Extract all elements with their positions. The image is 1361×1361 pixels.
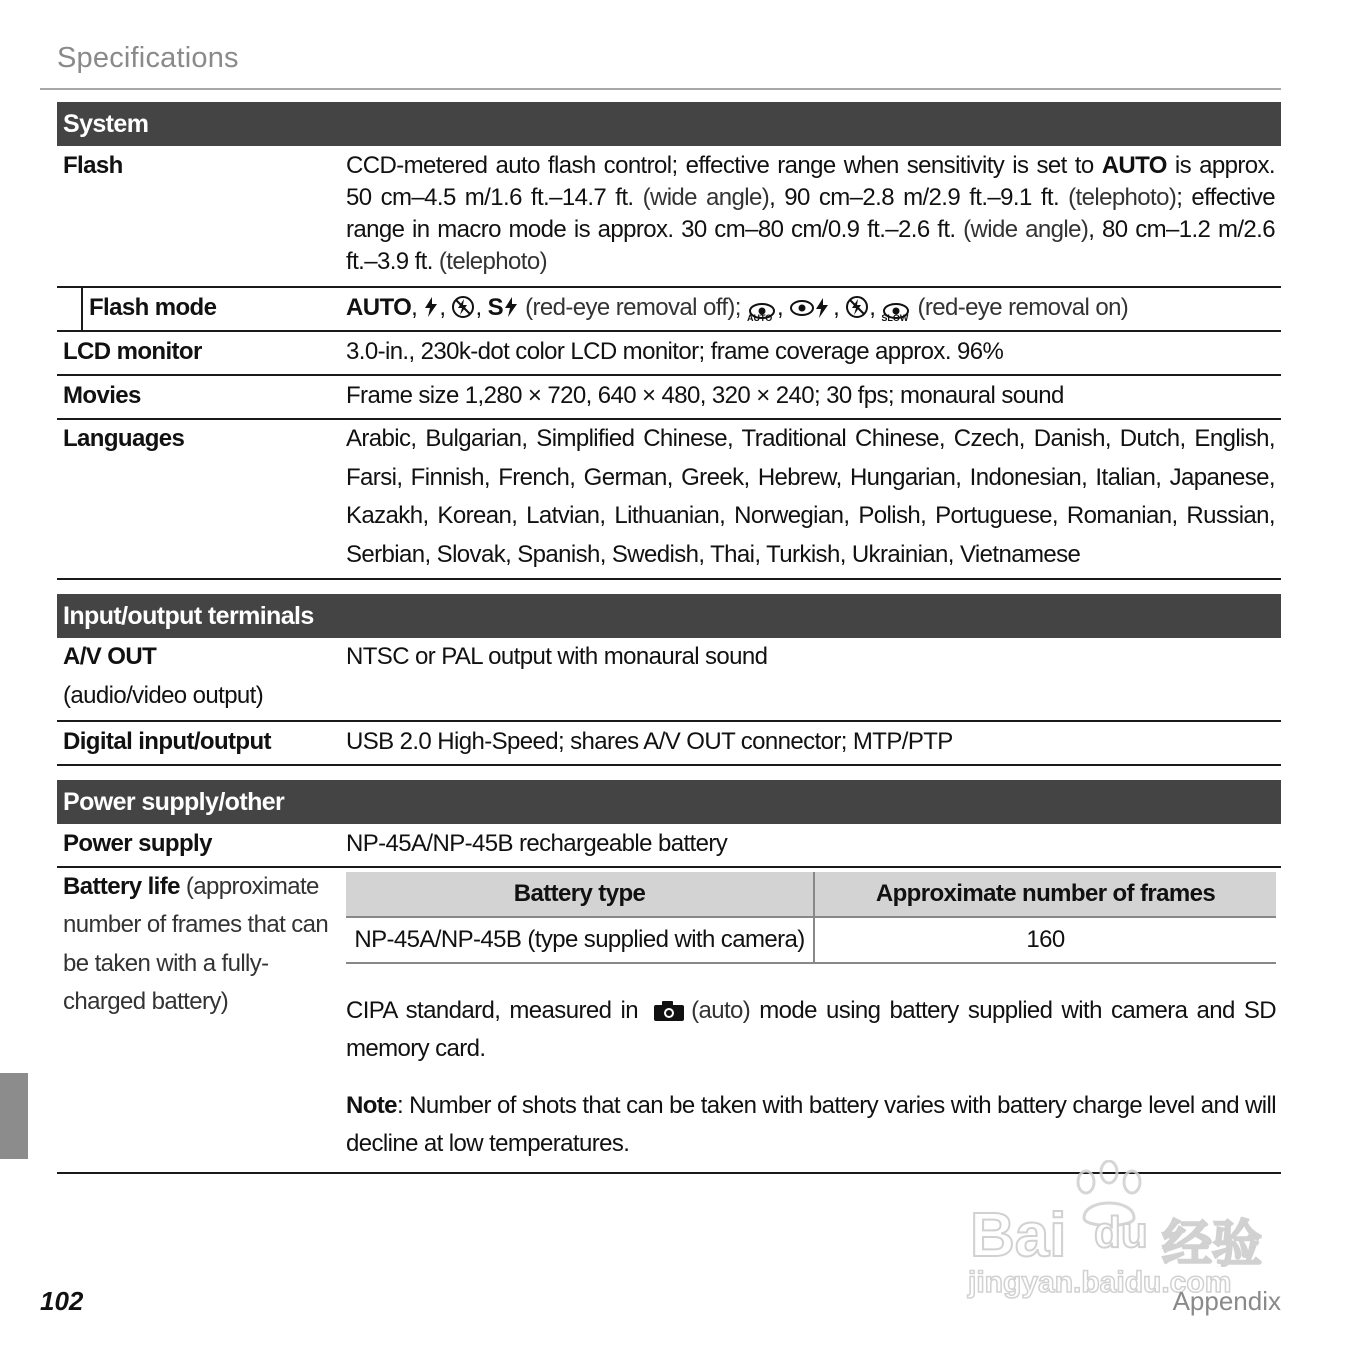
- slow-sync-bolt-icon: [503, 296, 519, 318]
- languages-value: Arabic, Bulgarian, Simplified Chinese, Traditional Chinese, Czech, Danish, Dutch, English, Farsi, Finnish, French, German, Greek, Hebrew, Hungarian, Indonesian, Italian, Japanese, Kazakh, Korean, Latvian, Lithuanian, Norwegian, Polish, Portuguese, Romanian, Russian, Serbian, Slovak, Spanish, Swedish, Thai, Turkish, Ukrainian, Vietnamese: [346, 425, 1275, 568]
- battery-type-header: Battery type: [346, 872, 814, 917]
- battery-life-title: Battery life: [63, 872, 180, 900]
- flash-wide-1: (wide angle): [642, 184, 770, 211]
- av-out-value: NTSC or PAL output with monaural sound: [346, 643, 768, 671]
- battery-table-header: [346, 872, 1276, 917]
- battery-life-value: [346, 868, 1282, 1166]
- section-system: System: [57, 102, 1281, 146]
- cipa-note: [346, 992, 1276, 1069]
- spec-table: [57, 102, 1281, 1174]
- flash-mode-value: AUTO, , , S (red-eye removal off); AUTO , , , SLOW (red-eye removal on): [346, 294, 1129, 323]
- camera-icon: [653, 1000, 685, 1022]
- lcd-label: LCD monitor: [63, 338, 202, 365]
- slow-badge: SLOW: [881, 313, 909, 323]
- row-languages: [57, 420, 1281, 580]
- flash-text-2: is approx. 50 cm–4.5 m/1.6 ft.–14.7 ft.: [346, 152, 1275, 211]
- flash-text-5: , 80 cm–1.2 m/2.6 ft.–3.9 ft.: [346, 216, 1275, 275]
- digital-io-value: USB 2.0 High-Speed; shares A/V OUT connector; MTP/PTP: [346, 727, 953, 755]
- battery-life-sublabel: (approximate number of frames that can be taken with a fully-charged battery): [63, 872, 329, 1016]
- flash-text-4: ; effective range in macro mode is approx. 30 cm–80 cm/0.9 ft.–2.6 ft.: [346, 184, 1275, 243]
- watermark-chinese: 经验: [1162, 1215, 1262, 1273]
- note-label: Note: [346, 1091, 397, 1119]
- row-flash-mode: [57, 288, 1281, 332]
- running-head: Specifications: [57, 42, 239, 74]
- flash-label: Flash: [63, 152, 123, 179]
- movies-value: Frame size 1,280 × 720, 640 × 480, 320 × 240; 30 fps; monaural sound: [346, 382, 1064, 409]
- note-text: : Number of shots that can be taken with battery varies with battery charge level and will decline at low temperatures.: [346, 1091, 1276, 1158]
- row-digital-io: [57, 722, 1281, 766]
- table-row: [346, 917, 1276, 963]
- red-eye-auto-icon: [747, 298, 777, 324]
- row-movies: [57, 376, 1281, 420]
- battery-table: [346, 872, 1276, 964]
- red-eye-off-note: (red-eye removal off);: [525, 294, 741, 321]
- slow-sync-letter: S: [487, 294, 504, 321]
- frames-header: Approximate number of frames: [814, 872, 1276, 917]
- red-eye-on-note: (red-eye removal on): [917, 294, 1129, 321]
- cipa-auto: (auto): [691, 996, 751, 1024]
- red-eye-flash-icon: [789, 297, 833, 319]
- movies-label: Movies: [63, 382, 141, 409]
- flash-tele-1: (telephoto): [1068, 184, 1177, 211]
- av-out-label: [57, 638, 346, 715]
- appendix-side-tab: [0, 1073, 28, 1159]
- av-out-title: A/V OUT: [63, 643, 157, 671]
- flash-auto: AUTO: [1101, 152, 1167, 179]
- power-supply-label: Power supply: [63, 829, 212, 857]
- row-battery-life: [57, 868, 1281, 1174]
- lcd-value: 3.0-in., 230k-dot color LCD monitor; frame coverage approx. 96%: [346, 338, 1004, 365]
- flash-bolt-icon: [423, 296, 439, 318]
- frames-cell: 160: [814, 917, 1276, 963]
- page-number: 102: [40, 1286, 84, 1316]
- flash-value: [346, 150, 1281, 278]
- av-out-sublabel: (audio/video output): [63, 681, 264, 709]
- section-power: Power supply/other: [57, 780, 1281, 824]
- flash-off-icon: [451, 295, 475, 319]
- auto-badge: AUTO: [746, 313, 773, 323]
- cipa-text-2: mode using battery supplied with camera and SD memory card.: [346, 996, 1276, 1063]
- red-eye-slow-icon: [881, 298, 911, 324]
- flash-off-icon-2: [845, 295, 869, 319]
- battery-type-cell: NP-45A/NP-45B (type supplied with camera): [346, 917, 814, 963]
- section-name: Appendix: [1172, 1286, 1281, 1316]
- flash-mode-auto: AUTO: [346, 294, 412, 321]
- battery-note: [346, 1087, 1276, 1164]
- digital-io-label: Digital input/output: [63, 727, 271, 755]
- languages-label: Languages: [63, 425, 185, 452]
- battery-life-label: [57, 868, 346, 1166]
- power-supply-value: NP-45A/NP-45B rechargeable battery: [346, 829, 728, 857]
- row-flash: [57, 146, 1281, 288]
- section-io: Input/output terminals: [57, 594, 1281, 638]
- flash-mode-label: Flash mode: [81, 288, 346, 330]
- row-lcd: [57, 332, 1281, 376]
- flash-wide-2: (wide angle): [963, 216, 1089, 243]
- watermark-brand-du: du: [1094, 1208, 1148, 1257]
- row-av-out: [57, 638, 1281, 721]
- header-rule: [40, 88, 1281, 90]
- flash-text-3: , 90 cm–2.8 m/2.9 ft.–9.1 ft.: [769, 184, 1069, 211]
- watermark-url: jingyan.baidu.com: [968, 1266, 1232, 1299]
- row-power-supply: [57, 824, 1281, 868]
- watermark-brand: Bai: [970, 1201, 1067, 1270]
- flash-text-1: CCD-metered auto flash control; effective range when sensitivity is set to: [346, 152, 1102, 179]
- cipa-text-1: CIPA standard, measured in: [346, 996, 648, 1024]
- flash-tele-2: (telephoto): [438, 248, 547, 275]
